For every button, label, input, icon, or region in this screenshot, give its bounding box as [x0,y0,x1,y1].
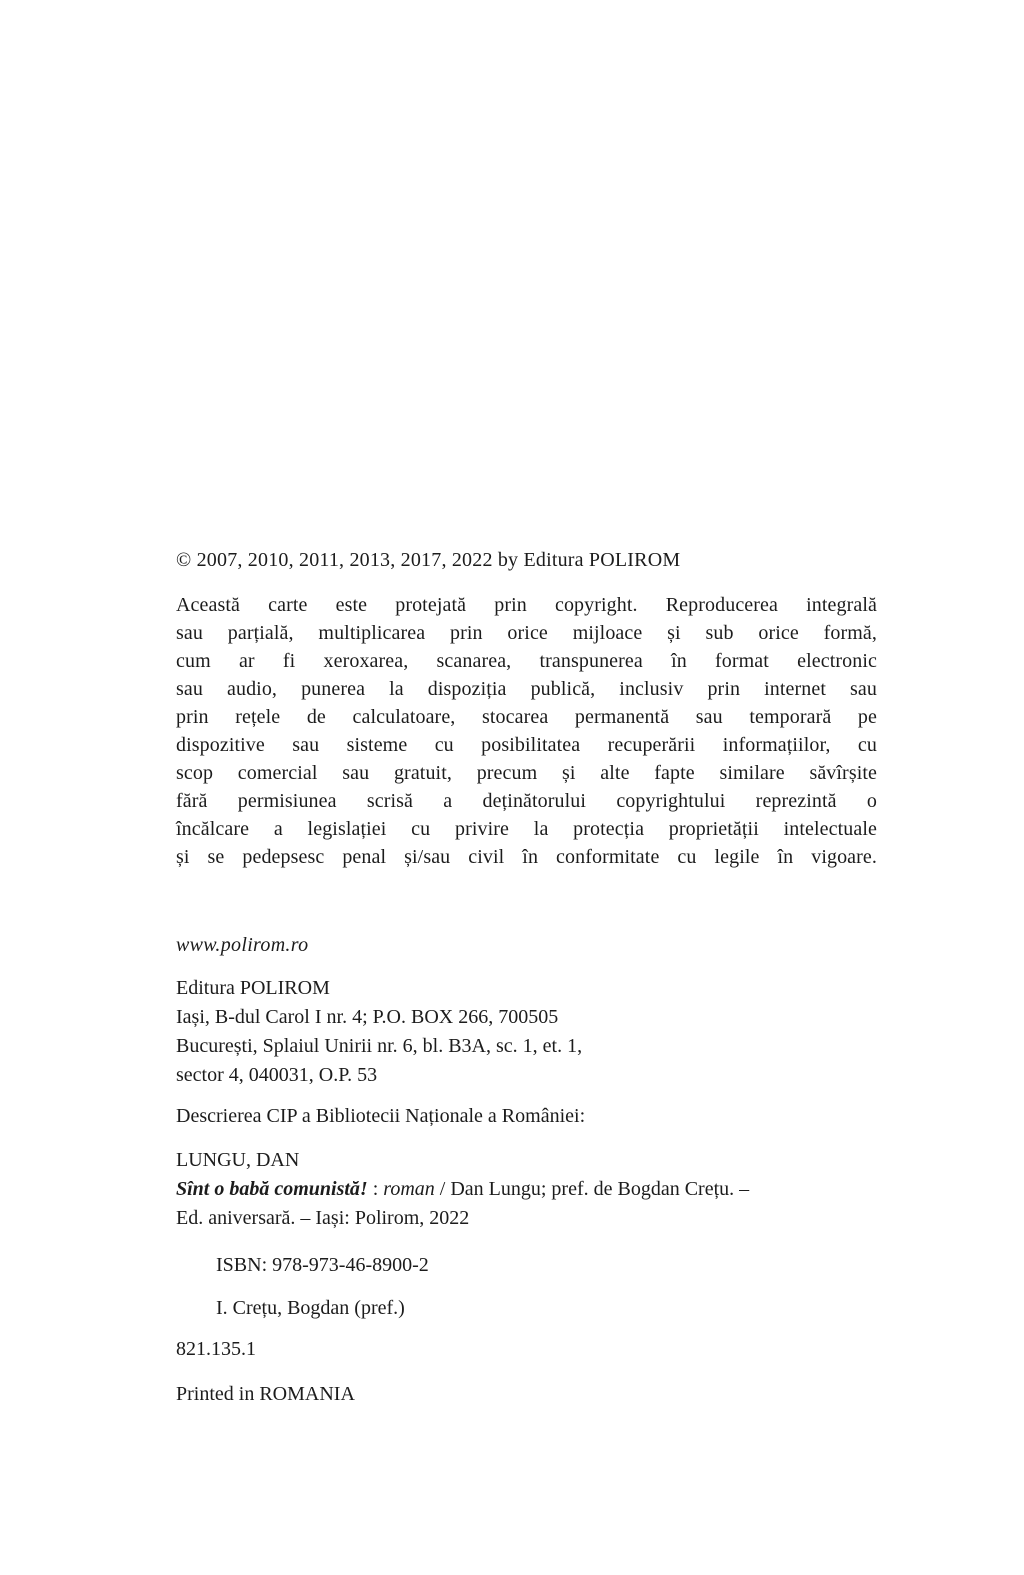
cip-author: LUNGU, DAN [176,1149,300,1171]
cip-contributor-line: I. Crețu, Bogdan (pref.) [216,1297,405,1319]
legal-line: fără permisiunea scrisă a deținătorului copyrightului reprezintă o [176,790,877,812]
cip-description-heading: Descrierea CIP a Bibliotecii Naționale a României: [176,1105,586,1127]
book-title: Sînt o babă comunistă! [176,1178,368,1200]
copyright-page [176,546,877,1408]
publisher-address-sector: sector 4, 040031, O.P. 53 [176,1064,378,1086]
udc-classification-code: 821.135.1 [176,1338,256,1360]
legal-paragraph [176,591,877,871]
cip-entry [176,1146,877,1233]
legal-line: cum ar fi xeroxarea, scanarea, transpunerea în format electronic [176,650,877,672]
legal-line: și se pedepsesc penal și/sau civil în conformitate cu legile în vigoare. [176,846,877,868]
legal-line: Această carte este protejată prin copyright. Reproducerea integrală [176,594,877,616]
publisher-address-block [176,974,877,1090]
legal-line: sau audio, punerea la dispoziția publică, inclusiv prin internet sau [176,678,877,700]
legal-line: sau parțială, multiplicarea prin orice mijloace și sub orice formă, [176,622,877,644]
book-genre: roman [383,1178,435,1200]
printed-in-country: Printed in ROMANIA [176,1383,355,1405]
legal-line: prin rețele de calculatoare, stocarea permanentă sau temporară pe [176,706,877,728]
legal-line: scop comercial sau gratuit, precum și alte fapte similare săvîrșite [176,762,877,784]
title-credits: / Dan Lungu; pref. de Bogdan Crețu. – [434,1178,750,1200]
isbn-line: ISBN: 978-973-46-8900-2 [216,1254,429,1276]
legal-line: dispozitive sau sisteme cu posibilitatea recuperării informațiilor, cu [176,734,877,756]
cip-edition-line: Ed. aniversară. – Iași: Polirom, 2022 [176,1207,470,1229]
cip-title-line [176,1175,877,1204]
copyright-years-line: © 2007, 2010, 2011, 2013, 2017, 2022 by Editura POLIROM [176,549,681,571]
publisher-website: www.polirom.ro [176,934,309,956]
publisher-name: Editura POLIROM [176,977,330,999]
publisher-address-bucuresti: București, Splaiul Unirii nr. 6, bl. B3A, sc. 1, et. 1, [176,1035,583,1057]
title-separator: : [367,1178,384,1200]
publisher-address-iasi: Iași, B-dul Carol I nr. 4; P.O. BOX 266, 700505 [176,1006,559,1028]
legal-line: încălcare a legislației cu privire la protecția proprietății intelectuale [176,818,877,840]
